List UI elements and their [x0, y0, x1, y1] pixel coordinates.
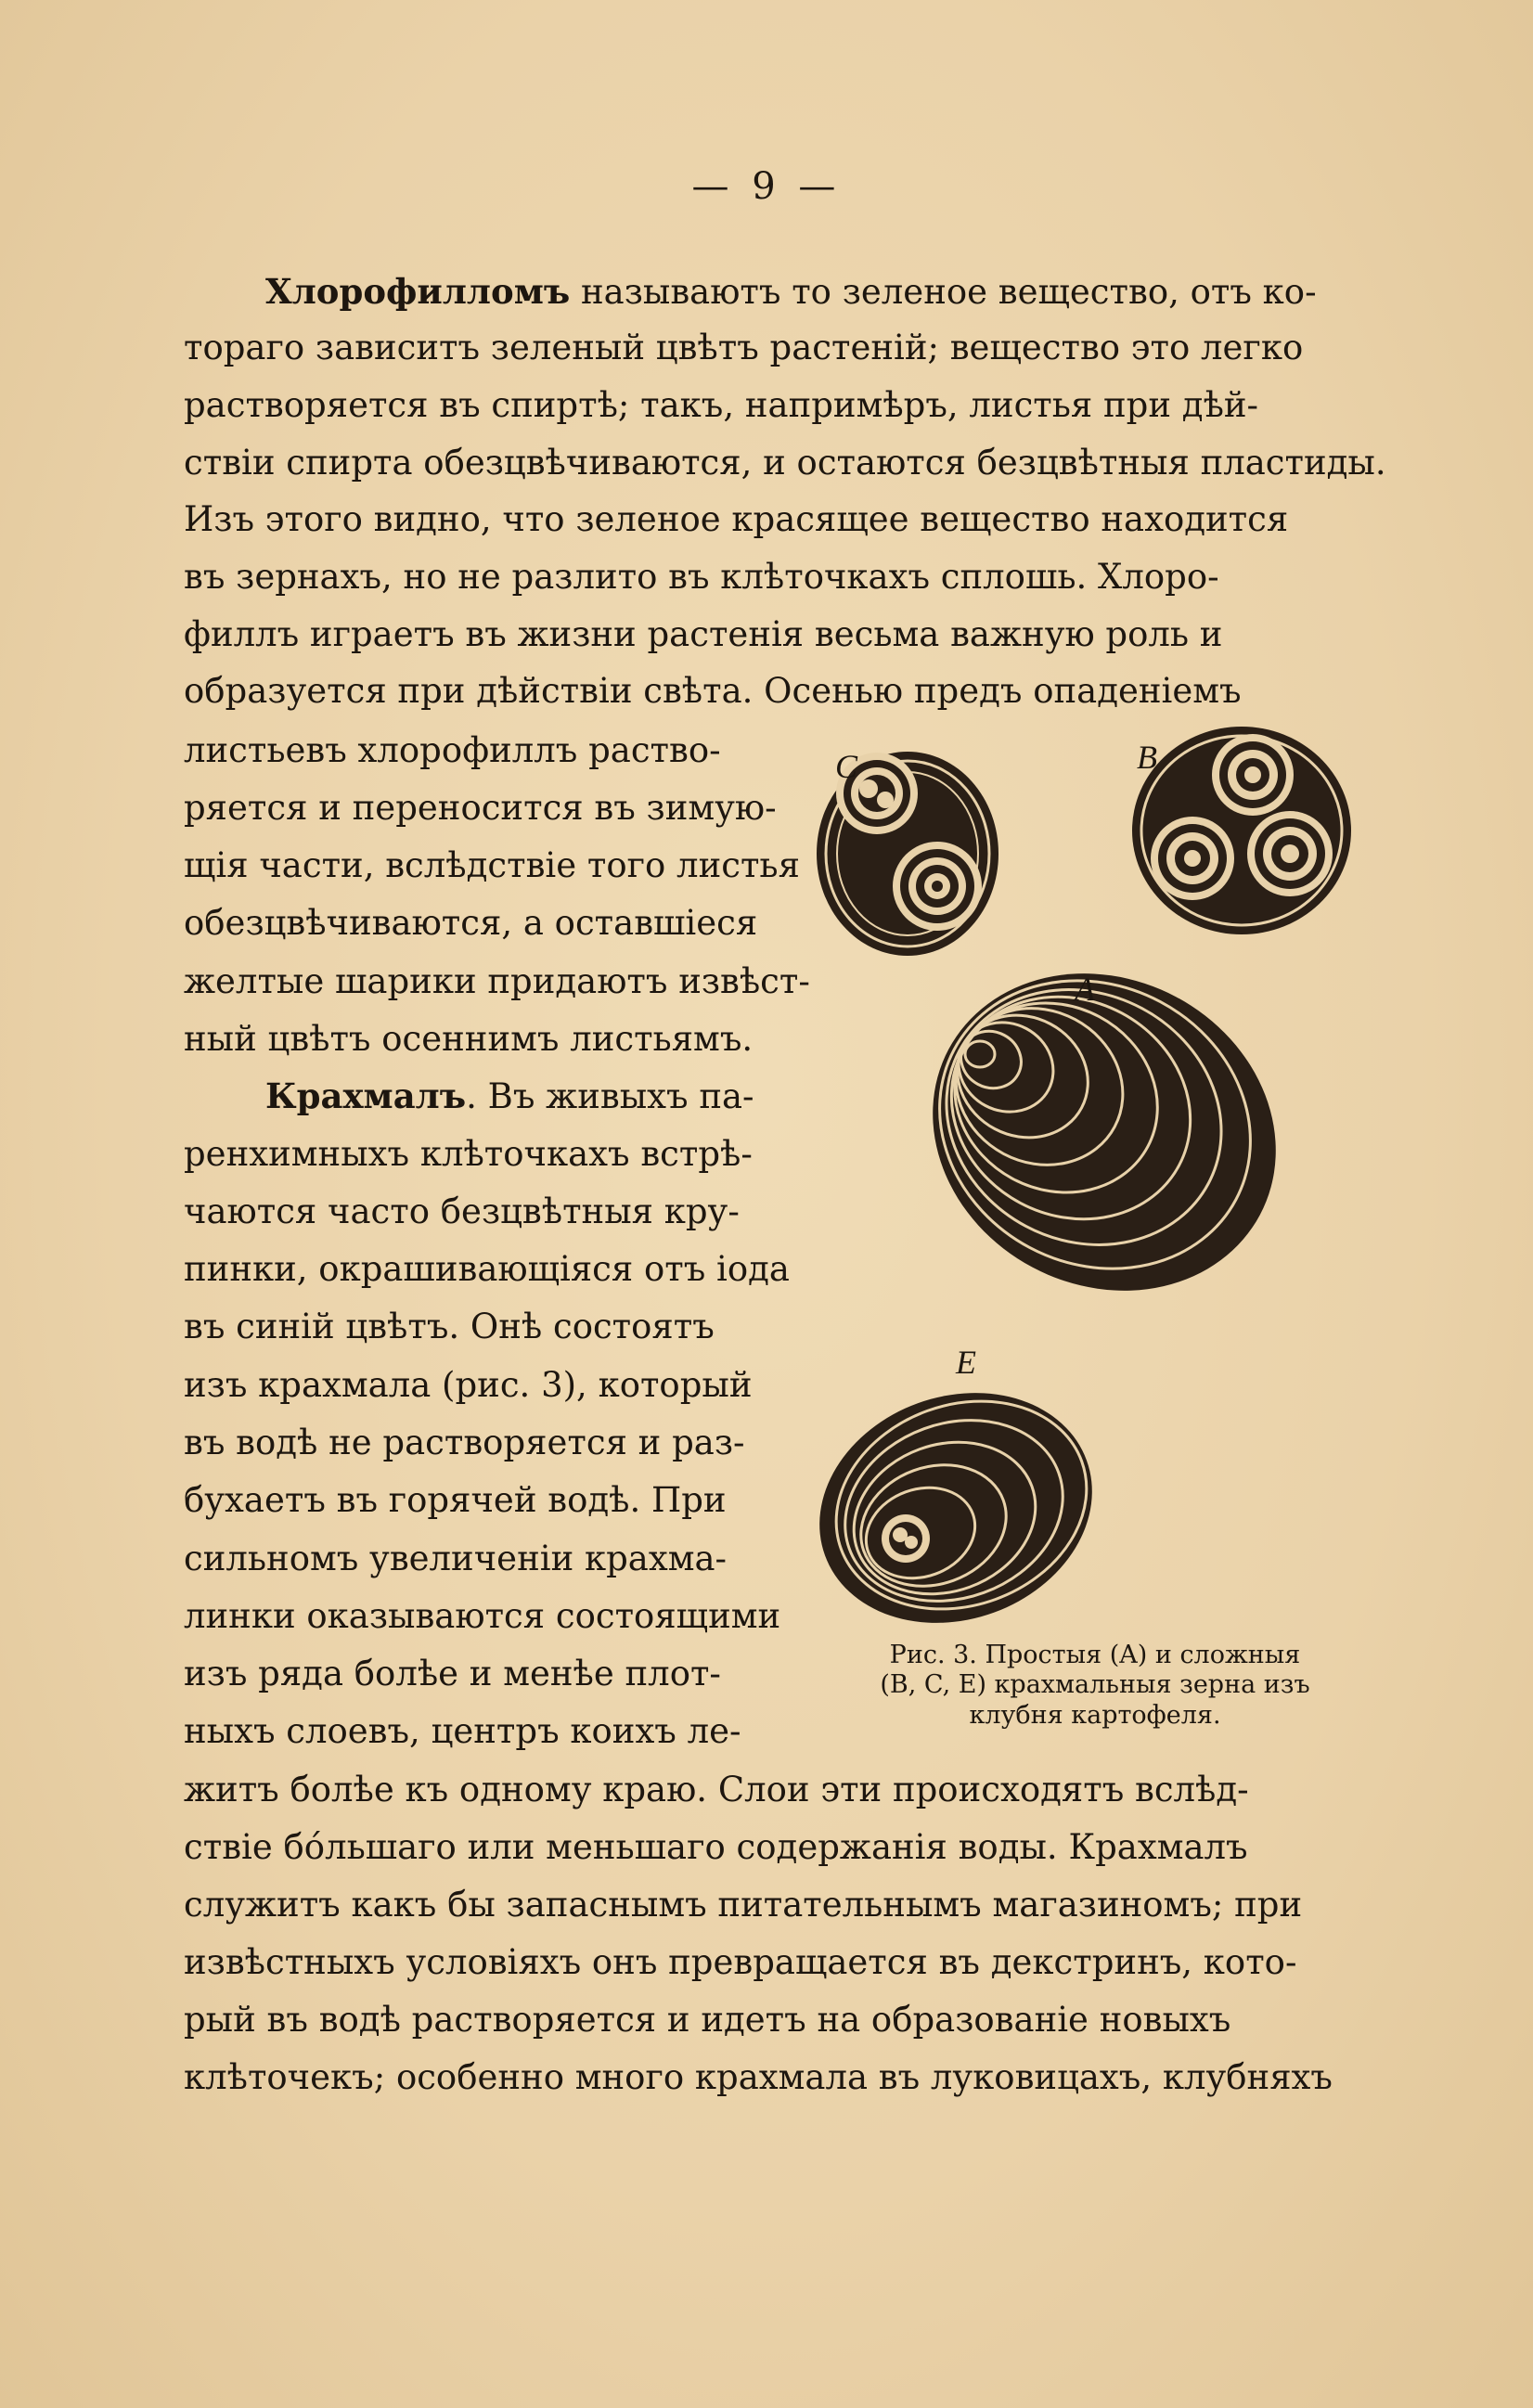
text-line [184, 271, 1373, 312]
text-line-content: въ синiй цвѣтъ. Онѣ состоятъ [184, 1307, 715, 1346]
text-line [184, 1541, 778, 1576]
text-line [184, 1656, 778, 1691]
text-line-content: житъ болѣе къ одному краю. Слои эти происходятъ вслѣд- [184, 1770, 1249, 1809]
caption-line: (B, C, E) крахмальныя зерна изъ [880, 1670, 1310, 1700]
starch-grain-e [807, 1356, 1125, 1633]
text-line [184, 730, 778, 770]
figure-label-c: C [835, 748, 858, 785]
text-line [184, 1134, 778, 1174]
text-line-content: образуется при дѣйствiи свѣта. Осенью предъ опаденiемъ [184, 671, 1242, 711]
text-line [184, 1019, 778, 1059]
text-line [184, 1425, 778, 1460]
figure-label-a: A [1075, 971, 1095, 1008]
text-line-content: пинки, окрашивающiяся отъ iода [184, 1249, 790, 1289]
text-line-content: ныхъ слоевъ, центръ коихъ ле- [184, 1711, 741, 1751]
text-line-content: желтые шарики придаютъ извѣст- [184, 961, 810, 1001]
starch-grain-b [1132, 727, 1351, 934]
text-line-content: служитъ какъ бы запаснымъ питательнымъ магазиномъ; при [184, 1885, 1303, 1925]
text-line [184, 385, 1373, 425]
starch-grain-a [877, 914, 1332, 1350]
text-line [184, 2057, 1373, 2097]
figure-label-e: E [956, 1344, 976, 1381]
text-line [184, 845, 800, 885]
text-line [184, 443, 1386, 483]
text-line [184, 1772, 1373, 1807]
caption-line: Рис. 3. Простыя (A) и сложныя [889, 1641, 1301, 1669]
text-line [184, 2000, 1373, 2040]
term-chlorophyll: Хлорофилломъ [265, 271, 571, 312]
text-line [184, 1942, 1373, 1982]
figure-label-b: B [1137, 739, 1157, 776]
term-starch: Крахмалъ [265, 1075, 467, 1116]
text-line [184, 1885, 1373, 1925]
text-line-content: Изъ этого видно, что зеленое красящее вещество находится [184, 499, 1289, 539]
text-line [184, 1365, 778, 1405]
text-line [184, 499, 1373, 539]
text-line [184, 1249, 790, 1289]
caption-line: клубня картофеля. [969, 1700, 1221, 1730]
text-line [184, 330, 1373, 365]
text-line-content: изъ крахмала (рис. 3), который [184, 1365, 753, 1405]
text-line-content: называютъ то зеленое вещество, отъ ко- [580, 272, 1317, 312]
text-line [184, 1827, 1373, 1867]
text-line [184, 1075, 778, 1116]
text-line-content: обезцвѣчиваются, а оставшiеся [184, 903, 758, 943]
text-line-content: ствiи спирта обезцвѣчиваются, и остаются безцвѣтныя пластиды. [184, 443, 1386, 483]
starch-grains-figure [807, 724, 1383, 1633]
page-number: — 9 — [691, 165, 842, 208]
text-line-content: ряется и переносится въ зимую- [184, 788, 777, 828]
text-line [184, 961, 810, 1001]
text-line [184, 1191, 778, 1231]
text-line-content: чаются часто безцвѣтныя кру- [184, 1191, 740, 1231]
text-line-content: тораго зависитъ зеленый цвѣтъ растенiй; вещество это легко [184, 328, 1304, 367]
text-line [184, 614, 1373, 654]
text-line [184, 1711, 778, 1751]
text-line [184, 903, 778, 943]
text-line-content: . Въ живыхъ па- [466, 1076, 754, 1116]
text-line-content: растворяется въ спиртѣ; такъ, напримѣръ, листья при дѣй- [184, 385, 1259, 425]
text-line-content: въ водѣ не растворяется и раз- [184, 1423, 745, 1462]
text-line-content: клѣточекъ; особенно много крахмала въ луковицахъ, клубняхъ [184, 2057, 1333, 2097]
text-line [184, 671, 1373, 711]
text-line-content: ствiе бóльшаго или меньшаго содержанiя воды. Крахмалъ [184, 1827, 1248, 1867]
text-line-content: рый въ водѣ растворяется и идетъ на образованiе новыхъ [184, 2000, 1231, 2040]
text-line-content: извѣстныхъ условiяхъ онъ превращается въ декстринъ, кото- [184, 1942, 1297, 1982]
text-line-content: филлъ играетъ въ жизни растенiя весьма важную роль и [184, 614, 1223, 654]
text-line-content: линки оказываются состоящими [184, 1596, 781, 1636]
figure-caption [807, 1641, 1383, 1731]
text-line-content: въ зернахъ, но не разлито въ клѣточкахъ сплошь. Хлоро- [184, 557, 1219, 597]
text-line [184, 1309, 778, 1344]
text-line-content: ренхимныхъ клѣточкахъ встрѣ- [184, 1134, 753, 1174]
text-line-content: ный цвѣтъ осеннимъ листьямъ. [184, 1019, 754, 1059]
text-line-content: изъ ряда болѣе и менѣе плот- [184, 1654, 721, 1693]
text-line-content: сильномъ увеличенiи крахма- [184, 1539, 728, 1578]
text-line-content: листьевъ хлорофиллъ раство- [184, 730, 721, 770]
text-line [184, 557, 1373, 597]
text-line-content: щiя части, вслѣдствiе того листья [184, 845, 800, 885]
text-line [184, 1596, 781, 1636]
text-line-content: бухаетъ въ горячей водѣ. При [184, 1480, 727, 1520]
text-line [184, 788, 778, 828]
text-line [184, 1480, 778, 1520]
